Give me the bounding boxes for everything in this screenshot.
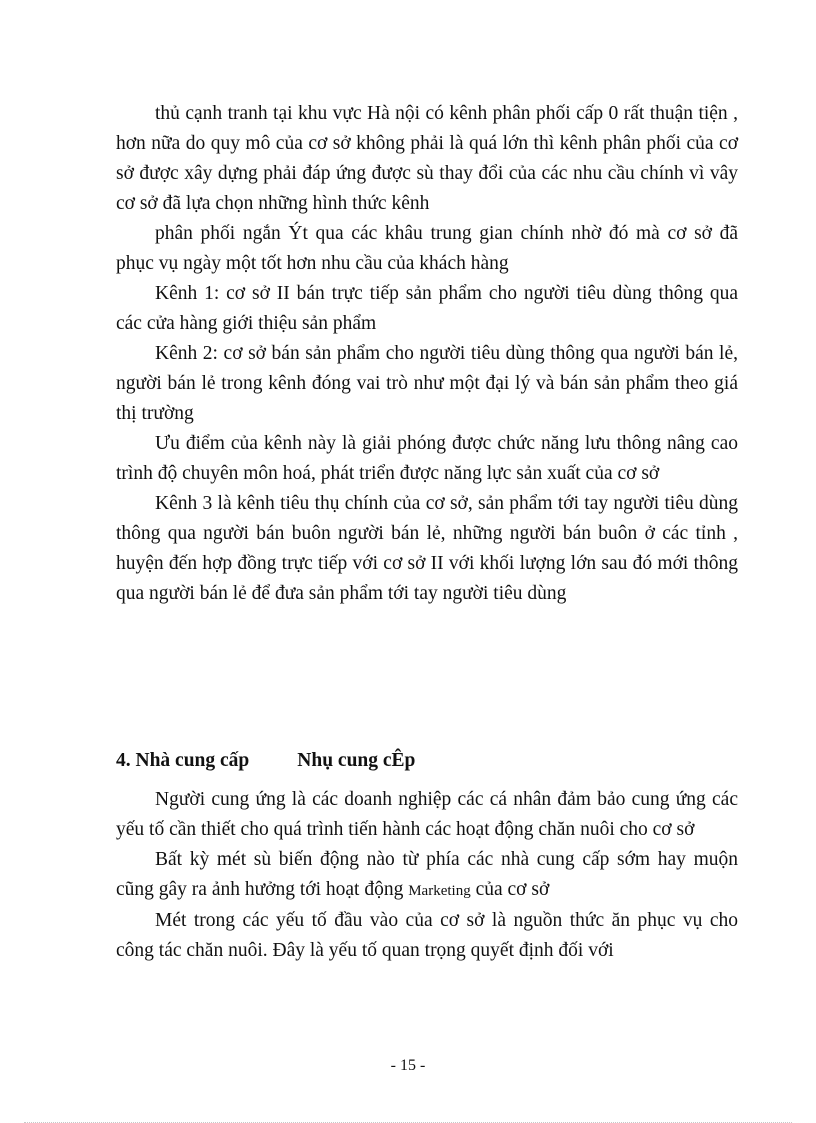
text-line: thủ cạnh tranh tại khu vực Hà nội có kênh phân phối cấp 0 rất [155, 103, 645, 124]
text-line: muộn cũng gây ra ảnh hưởng tới hoạt động [116, 849, 738, 900]
text-line: Ưu điểm của kênh này là giải phóng được chức năng lưu thông [155, 433, 662, 454]
text-line: Kênh 3 là kênh tiêu thụ chính của cơ sở, sản phẩm tới tay người [155, 493, 660, 514]
paragraph-distribution-intro [116, 99, 738, 219]
paragraph-channel-1 [116, 279, 738, 339]
text-line: thông qua các cửa hàng giới thiệu sản phẩm [116, 283, 738, 334]
body-text-lower [116, 785, 738, 966]
paragraph-advantages [116, 429, 738, 489]
paragraph-supplier-impact [116, 845, 738, 906]
text-line: cho công tác chăn nuôi. Đây là yếu tố quan trọng quyết định đối với [116, 910, 738, 961]
text-line: của cơ sở [585, 463, 660, 484]
term-marketing: Marketing [408, 883, 471, 899]
text-line: nâng cao trình độ chuyên môn hoá, phát triển được năng lực sản xuất [116, 433, 738, 484]
text-line: phân phối ngắn Ýt qua các khâu trung gian chính nhờ đó mà cơ [155, 223, 687, 244]
text-line: Kênh 2: cơ sở bán sản phẩm cho người tiêu dùng thông qua người [155, 343, 680, 364]
text-line: bán lẻ, người bán lẻ trong kênh đóng vai trò như một đại lý và bán sản [116, 343, 739, 394]
text-line: kênh phân phối của cơ sở được xây dựng phải đáp ứng được sù thay [116, 133, 738, 184]
text-line: thuận tiện , hơn nữa do quy mô của cơ sở không phải là quá lớn thì [116, 103, 738, 154]
body-text-upper [116, 99, 738, 609]
text-line: kênh [391, 193, 430, 214]
text-line: tiêu dùng thông qua người bán buôn người bán lẻ, những người bán [116, 493, 739, 544]
paragraph-feed-input [116, 906, 738, 966]
page-number: - 15 - [390, 1057, 426, 1074]
paragraph-suppliers-definition [116, 785, 738, 845]
text-line: Kênh 1: cơ sở II bán trực tiếp sản phẩm cho người tiêu dùng [155, 283, 652, 304]
section-subtitle: Nhụ cung cÊp [297, 750, 416, 771]
text-line: nuôi cho cơ sở [580, 819, 695, 840]
text-line: đổi của các nhu cầu chính vì vây cơ sở đã lựa chọn những hình thức [116, 163, 739, 214]
text-line: ứng các yếu tố cần thiết cho quá trình tiến hành các hoạt động chăn [116, 789, 738, 840]
paragraph-channel-2 [116, 339, 738, 429]
text-line: người tiêu dùng [442, 583, 567, 604]
paragraph-channel-3 [116, 489, 738, 609]
paragraph-short-channel [116, 219, 738, 279]
text-line: Người cung ứng là các doanh nghiệp các cá nhân đảm bảo cung [155, 789, 670, 810]
text-line: Mét trong các yếu tố đầu vào của cơ sở là nguồn thức ăn phục vụ [155, 910, 703, 931]
text-line: lượng lớn sau đó mới thông qua người bán lẻ để đưa sản phẩm tới tay [116, 553, 738, 604]
text-line: phẩm theo giá thị trường [116, 373, 738, 424]
section-title: 4. Nhà cung cấp [116, 750, 250, 771]
text-line: của cơ sở [475, 879, 550, 900]
text-line: sở đã phục vụ ngày một tốt hơn nhu cầu của khách hàng [116, 223, 739, 274]
section-heading [116, 746, 415, 776]
text-line: Bất kỳ mét sù biến động nào từ phía các nhà cung cấp sớm hay [155, 849, 686, 870]
text-line: buôn ở các tỉnh , huyện đến hợp đồng trực tiếp với cơ sở II với khối [116, 523, 738, 574]
